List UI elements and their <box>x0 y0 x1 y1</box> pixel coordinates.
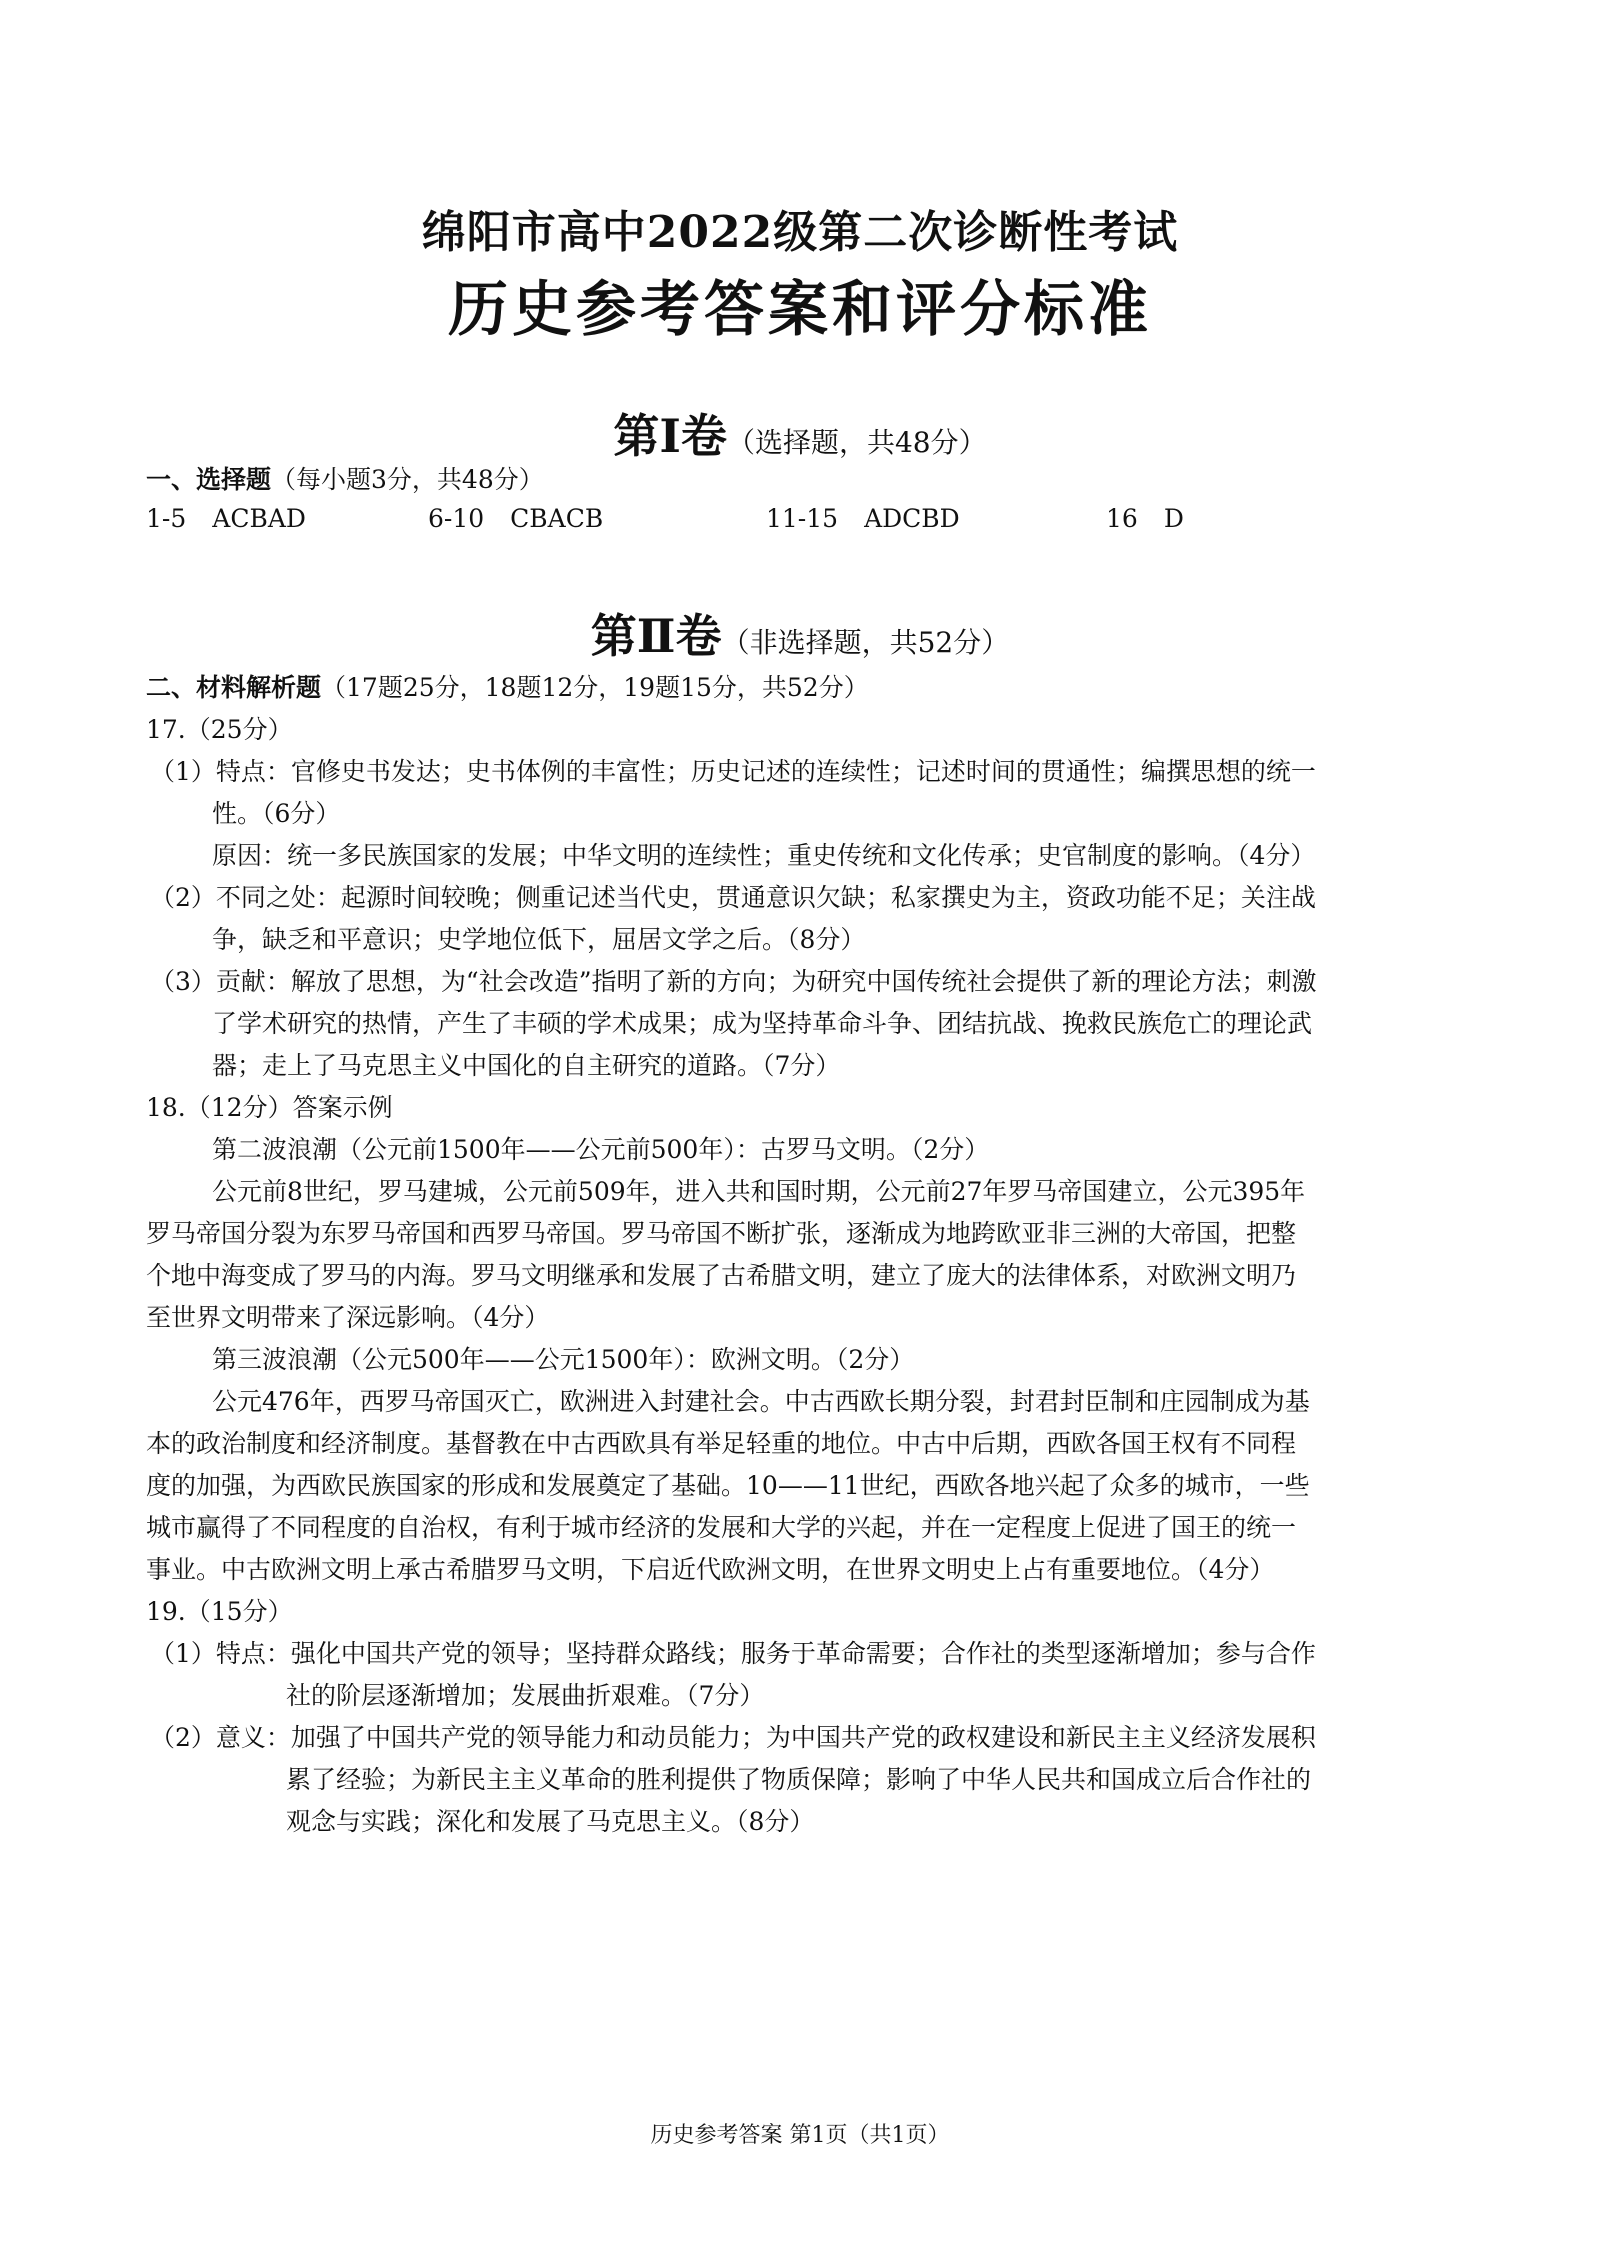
answer-line: 18.（12分）答案示例 <box>146 1093 393 1122</box>
mc-answer: CBACB <box>510 504 604 533</box>
answer-line: 公元476年，西罗马帝国灭亡，欧洲进入封建社会。中古西欧长期分裂，封君封臣制和庄园制成为基 <box>212 1387 1310 1416</box>
answer-line: 社的阶层逐渐增加；发展曲折艰难。（7分） <box>286 1681 765 1710</box>
mc-answer: ACBAD <box>212 504 306 533</box>
part1-section-label: 一、选择题 <box>146 465 272 494</box>
answer-line: 争，缺乏和平意识；史学地位低下，屈居文学之后。（8分） <box>212 925 866 954</box>
answer-line: 公元前8世纪，罗马建城，公元前509年，进入共和国时期，公元前27年罗马帝国建立，公元395年 <box>212 1177 1306 1206</box>
mc-answer: D <box>1163 504 1184 533</box>
answer-line: （1）特点：强化中国共产党的领导；坚持群众路线；服务于革命需要；合作社的类型逐渐增加；参与合作 <box>150 1639 1316 1668</box>
answer-line: 17.（25分） <box>146 715 293 744</box>
mc-answer-group <box>1106 504 1184 533</box>
part1-heading-note: （选择题，共48分） <box>726 426 987 459</box>
part2-section-title <box>146 670 869 706</box>
part1-heading-main: 第Ⅰ卷 <box>613 409 727 463</box>
part2-heading <box>0 600 1600 666</box>
part2-heading-note: （非选择题，共52分） <box>721 626 1010 659</box>
answer-line: 19.（15分） <box>146 1597 293 1626</box>
answer-line: （3）贡献：解放了思想，为“社会改造”指明了新的方向；为研究中国传统社会提供了新的理论方法；刺激 <box>150 967 1317 996</box>
answer-line: 度的加强，为西欧民族国家的形成和发展奠定了基础。10——11世纪，西欧各地兴起了众多的城市，一些 <box>146 1471 1310 1500</box>
part2-section-note: （17题25分，18题12分，19题15分，共52分） <box>321 673 869 702</box>
answer-line: 累了经验；为新民主主义革命的胜利提供了物质保障；影响了中华人民共和国成立后合作社的 <box>286 1765 1312 1794</box>
answer-line: 原因：统一多民族国家的发展；中华文明的连续性；重史传统和文化传承；史官制度的影响。（4分） <box>212 841 1316 870</box>
answer-line: （2）意义：加强了中国共产党的领导能力和动员能力；为中国共产党的政权建设和新民主主义经济发展积 <box>150 1723 1316 1752</box>
mc-answer-group <box>428 504 603 533</box>
answer-line: （2）不同之处：起源时间较晚；侧重记述当代史，贯通意识欠缺；私家撰史为主，资政功能不足；关注战 <box>150 883 1316 912</box>
part1-section-note: （每小题3分，共48分） <box>271 465 544 494</box>
answer-line: 事业。中古欧洲文明上承古希腊罗马文明，下启近代欧洲文明，在世界文明史上占有重要地位。（4分） <box>146 1555 1275 1584</box>
mc-answer-group <box>146 504 306 533</box>
part2-section-label: 二、材料解析题 <box>146 673 322 702</box>
answer-line: （1）特点：官修史书发达；史书体例的丰富性；历史记述的连续性；记述时间的贯通性；编撰思想的统一 <box>150 757 1316 786</box>
mc-answer: ADCBD <box>864 504 960 533</box>
answer-line: 器；走上了马克思主义中国化的自主研究的道路。（7分） <box>212 1051 841 1080</box>
mc-range: 1-5 <box>146 504 187 533</box>
document-title: 历史参考答案和评分标准 <box>448 275 1152 345</box>
answer-line: 至世界文明带来了深远影响。（4分） <box>146 1303 550 1332</box>
mc-range: 11-15 <box>766 504 839 533</box>
mc-range: 6-10 <box>428 504 485 533</box>
answer-line: 个地中海变成了罗马的内海。罗马文明继承和发展了古希腊文明，建立了庞大的法律体系，对欧洲文明乃 <box>146 1261 1297 1290</box>
answer-line: 了学术研究的热情，产生了丰硕的学术成果；成为坚持革命斗争、团结抗战、挽救民族危亡的理论武 <box>212 1009 1313 1038</box>
answer-line: 第三波浪潮（公元500年——公元1500年）：欧洲文明。（2分） <box>212 1345 915 1374</box>
page-footer: 历史参考答案 第1页（共1页） <box>650 2123 950 2148</box>
answer-line: 观念与实践；深化和发展了马克思主义。（8分） <box>286 1807 815 1836</box>
part1-section-title <box>146 462 544 498</box>
answer-line: 性。（6分） <box>212 799 341 828</box>
answer-line: 城市赢得了不同程度的自治权，有利于城市经济的发展和大学的兴起，并在一定程度上促进了国王的统一 <box>146 1513 1297 1542</box>
mc-answer-group <box>766 504 960 533</box>
answer-line: 本的政治制度和经济制度。基督教在中古西欧具有举足轻重的地位。中古中后期，西欧各国王权有不同程 <box>146 1429 1297 1458</box>
answer-line: 罗马帝国分裂为东罗马帝国和西罗马帝国。罗马帝国不断扩张，逐渐成为地跨欧亚非三洲的大帝国，把整 <box>146 1219 1297 1248</box>
exam-title: 绵阳市高中2022级第二次诊断性考试 <box>421 207 1179 258</box>
part1-heading <box>0 400 1600 466</box>
mc-range: 16 <box>1106 504 1138 533</box>
part2-heading-main: 第Ⅱ卷 <box>590 609 722 663</box>
answer-line: 第二波浪潮（公元前1500年——公元前500年）：古罗马文明。（2分） <box>212 1135 990 1164</box>
